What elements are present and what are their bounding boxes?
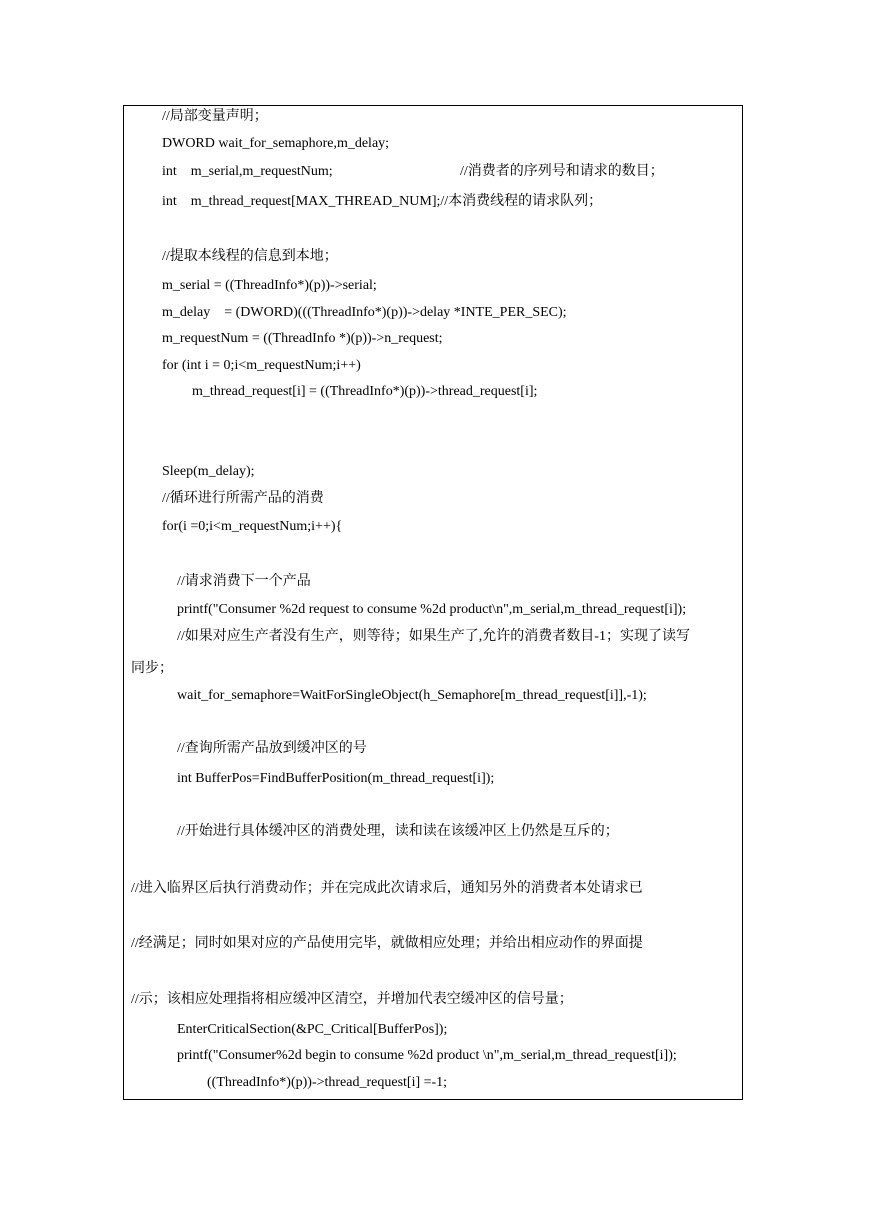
code-line: wait_for_semaphore=WaitForSingleObject(h_Semaphore[m_thread_request[i]],-1); bbox=[177, 688, 647, 703]
code-line: //请求消费下一个产品 bbox=[177, 574, 311, 589]
code-comment: //消费者的序列号和请求的数目； bbox=[460, 164, 664, 179]
code-line: DWORD wait_for_semaphore,m_delay; bbox=[162, 136, 390, 151]
code-line: //如果对应生产者没有生产，则等待；如果生产了,允许的消费者数目-1；实现了读写 bbox=[177, 629, 690, 644]
code-line: EnterCriticalSection(&PC_Critical[BufferPos]); bbox=[177, 1022, 448, 1037]
code-line: m_delay = (DWORD)(((ThreadInfo*)(p))->delay *INTE_PER_SEC); bbox=[162, 305, 567, 320]
code-line: ((ThreadInfo*)(p))->thread_request[i] =-1; bbox=[207, 1075, 448, 1090]
code-line: m_requestNum = ((ThreadInfo *)(p))->n_request; bbox=[162, 331, 443, 346]
code-line: //局部变量声明； bbox=[162, 109, 268, 124]
code-line: //查询所需产品放到缓冲区的号 bbox=[177, 741, 367, 756]
code-line: //循环进行所需产品的消费 bbox=[162, 491, 324, 506]
code-line: //经满足；同时如果对应的产品使用完毕，就做相应处理；并给出相应动作的界面提 bbox=[131, 936, 643, 951]
code-line: m_thread_request[i] = ((ThreadInfo*)(p))->thread_request[i]; bbox=[192, 384, 538, 399]
code-line: int m_thread_request[MAX_THREAD_NUM];//本消费线程的请求队列； bbox=[162, 194, 603, 209]
code-line: //提取本线程的信息到本地； bbox=[162, 249, 338, 264]
code-line: //示；该相应处理指将相应缓冲区清空，并增加代表空缓冲区的信号量； bbox=[131, 992, 573, 1007]
code-line: for(i =0;i<m_requestNum;i++){ bbox=[162, 519, 343, 534]
code-line: printf("Consumer%2d begin to consume %2d product \n",m_serial,m_thread_request[i]); bbox=[177, 1048, 677, 1063]
code-line: //开始进行具体缓冲区的消费处理，读和读在该缓冲区上仍然是互斥的； bbox=[177, 824, 619, 839]
code-line: int m_serial,m_requestNum; bbox=[162, 164, 333, 179]
code-line: m_serial = ((ThreadInfo*)(p))->serial; bbox=[162, 278, 377, 293]
code-line: //进入临界区后执行消费动作；并在完成此次请求后，通知另外的消费者本处请求已 bbox=[131, 881, 643, 896]
code-line: 同步； bbox=[131, 661, 173, 676]
code-line: for (int i = 0;i<m_requestNum;i++) bbox=[162, 358, 361, 373]
code-line: printf("Consumer %2d request to consume %2d product\n",m_serial,m_thread_request[i]); bbox=[177, 602, 687, 617]
code-line: Sleep(m_delay); bbox=[162, 464, 255, 479]
code-line: int BufferPos=FindBufferPosition(m_thread_request[i]); bbox=[177, 771, 495, 786]
